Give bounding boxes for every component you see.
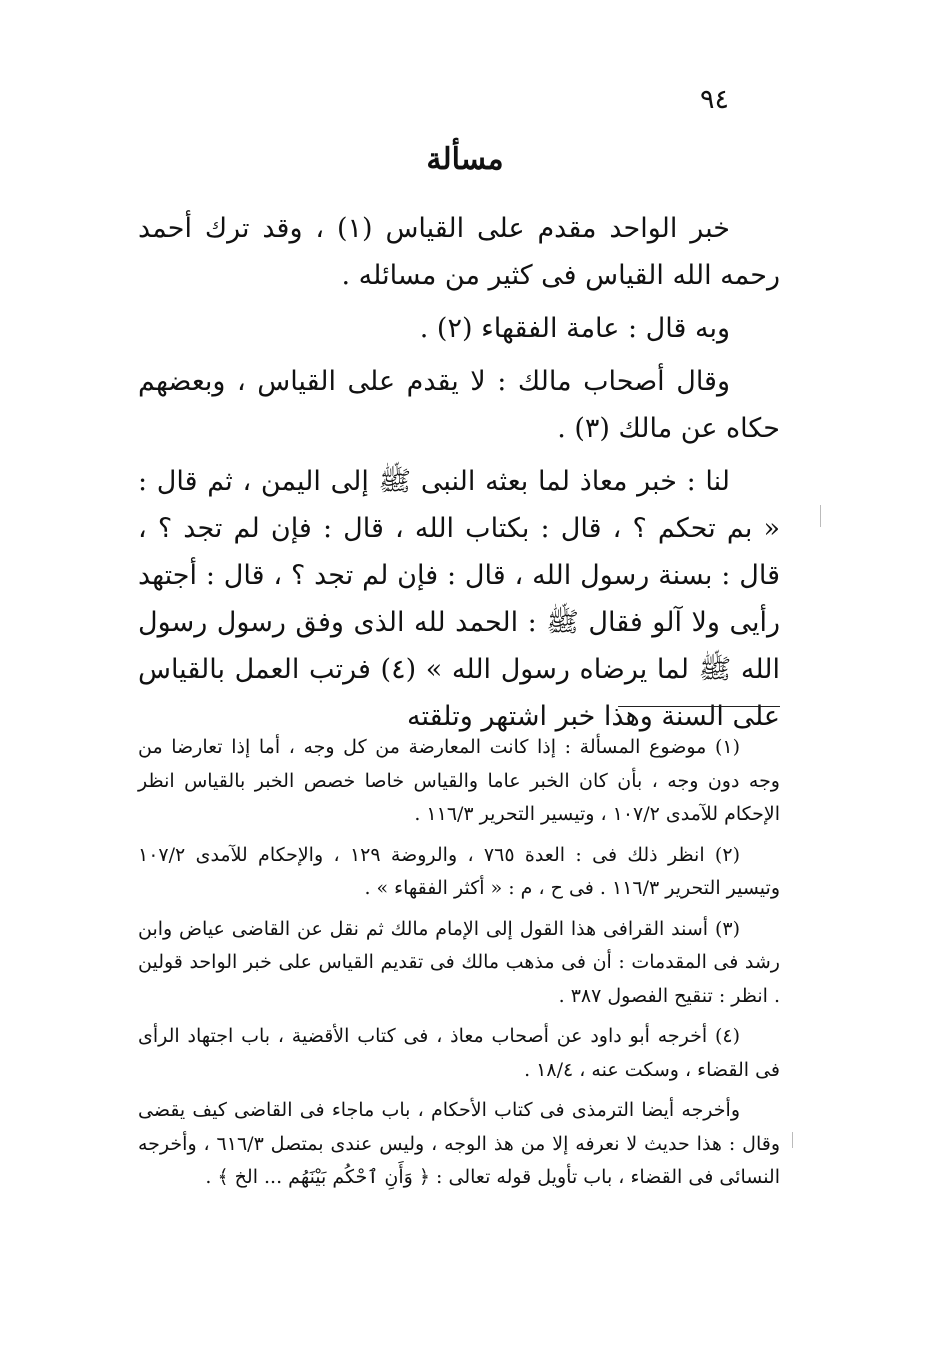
footnote: (٤) أخرجه أبو داود عن أصحاب معاذ ، فى كتاب الأقضية ، باب اجتهاد الرأى فى القضاء ، وسكت عنه ، ١٨/٤ . [138,1025,780,1081]
footnote: (٣) أسند القرافى هذا القول إلى الإمام مالك ثم نقل عن القاضى عياض وابن رشد فى المقدمات : أن فى مذهب مالك فى تقديم القياس على خبر الواحد قولين . انظر : تنقيح الفصول ٣٨٧ . [138,917,780,1007]
body-paragraph: وقال أصحاب مالك : لا يقدم على القياس ، وبعضهم حكاه عن مالك (٣) . [138,366,780,444]
scan-artifact [792,1132,793,1148]
body-paragraph: لنا : خبر معاذ لما بعثه النبى ﷺ إلى اليمن ، ثم قال : « بم تحكم ؟ ، قال : بكتاب الله ، قال : فإن لم تجد ؟ ، قال : بسنة رسول الله ، قال : فإن لم تجد ؟ ، قال : أجتهد رأيى ولا آلو فقال ﷺ : الحمد لله الذى وفق رسول رسول الله ﷺ لما يرضاه رسول الله » (٤) فرتب العمل بالقياس على السنة وهذا خبر اشتهر وتلقته [138,466,781,732]
footnote: (١) موضوع المسألة : إذا كانت المعارضة من كل وجه ، أما إذا تعارضا من وجه دون وجه ، بأن كان الخبر عاما والقياس خاصا خصص الخبر بالقياس انظر الإحكام للآمدى ١٠٧/٢ ، وتيسير التحرير ١١٦/٣ . [138,736,780,825]
footnotes-block [138,731,780,1202]
footnote: (٢) انظر ذلك فى : العدة ٧٦٥ ، والروضة ١٢٩ ، والإحكام للآمدى ١٠٧/٢ وتيسير التحرير ١١٦/٣ . فى ح ، م : « أكثر الفقهاء » . [138,843,780,899]
scan-artifact [820,505,821,527]
page-number: ٩٤ [700,84,730,115]
footnote-separator [618,706,780,707]
body-paragraph: وبه قال : عامة الفقهاء (٢) . [419,313,730,344]
main-text [138,205,780,746]
section-title: مسألة [426,142,504,177]
footnote: وأخرجه أيضا الترمذى فى كتاب الأحكام ، باب ماجاء فى القاضى كيف يقضى وقال : هذا حديث لا نعرفه إلا من هذ الوجه ، وليس عندى بمتصل ٦١٦/٣ ، وأخرجه النسائى فى القضاء ، باب تأويل قوله تعالى : ﴿ وَأَنِ ٱحْكُم بَيْنَهُم ... الخ ﴾ . [138,1099,780,1188]
body-paragraph: خبر الواحد مقدم على القياس (١) ، وقد ترك أحمد رحمه الله القياس فى كثير من مسائله . [138,213,780,291]
